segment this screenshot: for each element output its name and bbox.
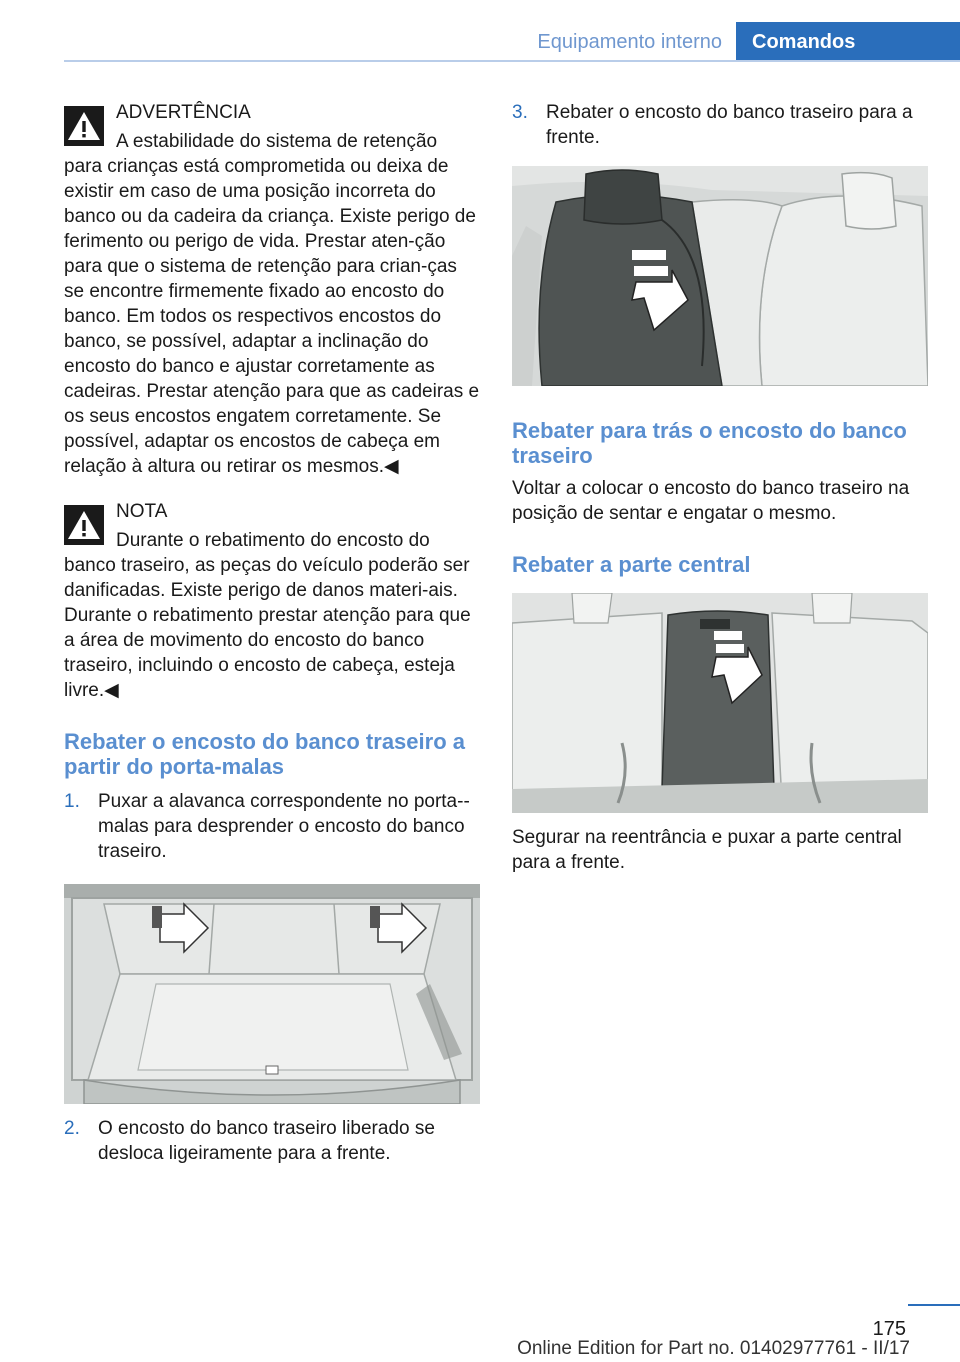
step-text: Puxar a alavanca correspondente no porta-‐malas para desprender o encosto do banco traseiro. (98, 791, 470, 862)
center-heading: Rebater a parte central (512, 552, 751, 577)
seatback-illustration (512, 166, 928, 386)
center-figure (512, 593, 928, 813)
warning-notice (64, 100, 480, 479)
page-header (64, 22, 960, 62)
center-illustration (512, 593, 928, 813)
warning-icon (64, 106, 104, 146)
step-text: Rebater o encosto do banco traseiro para a frente. (546, 102, 913, 148)
step-item (64, 1116, 480, 1166)
step-item (64, 789, 480, 864)
warning-icon (64, 505, 104, 545)
step-number: 2. (64, 1118, 80, 1139)
trunk-illustration (64, 884, 480, 1104)
warning-rest: para crianças está comprometida ou deixa de existir em caso de uma posição incorreta do banco ou da cadeira da criança. Existe perigo de ferimento ou perigo de vida. Prestar aten‐ção para que o sistema de retenção para crian‐ças se encontre firmemente fixado ao encosto do banco. Em todos os respectivos encostos do banco, se possível, adaptar a inclinação do encosto do banco e ajustar corretamente as cadeiras. Prestar atenção para que as cadeiras e os seus encostos engatem corretamente. Se possível, adaptar os encostos de cabeça em relação à altura ou retirar os mesmos.◀ (64, 156, 480, 477)
warning-title: ADVERTÊNCIA (116, 102, 251, 123)
fold-back-heading: Rebater para trás o encosto do banco traseiro (512, 418, 907, 468)
trunk-figure (64, 884, 480, 1104)
trunk-steps (64, 789, 480, 864)
edition-text: Online Edition for Part no. 01402977761 - II/17 (517, 1338, 910, 1359)
note-text (64, 528, 480, 703)
step-text: O encosto do banco traseiro liberado se desloca ligeiramente para a frente. (98, 1118, 435, 1164)
note-first-line: Durante o rebatimento do encosto do (116, 530, 430, 551)
page-number: 175 (872, 1318, 906, 1340)
note-notice (64, 499, 480, 703)
step-number: 3. (512, 102, 528, 123)
note-title: NOTA (116, 501, 168, 522)
center-text: Segurar na reentrância e puxar a parte central para a frente. (512, 827, 902, 873)
header-rule (64, 60, 960, 62)
step-item (512, 100, 928, 150)
trunk-steps-final (512, 100, 928, 150)
seatback-figure (512, 166, 928, 386)
fold-back-text: Voltar a colocar o encosto do banco traseiro na posição de sentar e engatar o mesmo. (512, 478, 910, 524)
step-number: 1. (64, 791, 80, 812)
warning-first-line: A estabilidade do sistema de retenção (116, 131, 438, 152)
trunk-steps-continued (64, 1116, 480, 1166)
trunk-heading: Rebater o encosto do banco traseiro a partir do porta-malas (64, 729, 465, 779)
warning-text (64, 129, 480, 479)
chapter-tab[interactable]: Comandos (736, 22, 960, 62)
note-rest: banco traseiro, as peças do veículo poderão ser danificadas. Existe perigo de danos materi‐ais. Durante o rebatimento prestar atenção para que a área de movimento do encosto do banco traseiro, incluindo o encosto de cabeça, esteja livre.◀ (64, 555, 471, 701)
section-tab[interactable]: Equipamento interno (537, 31, 722, 53)
left-column (64, 100, 480, 1166)
footer-rule (908, 1304, 960, 1306)
right-column (512, 100, 928, 875)
